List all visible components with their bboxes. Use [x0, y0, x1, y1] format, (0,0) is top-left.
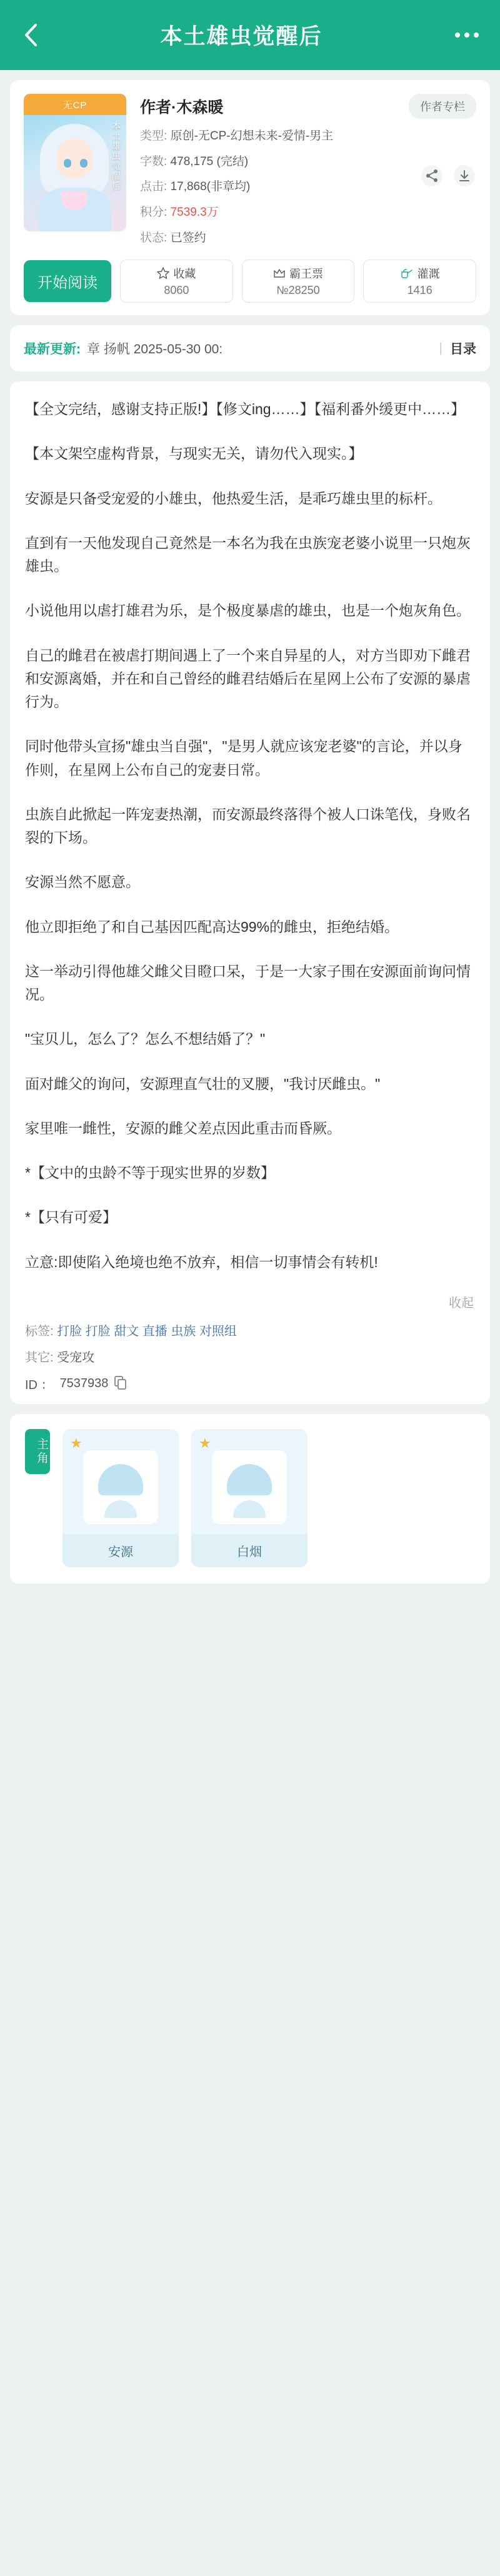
- watering-icon: [400, 268, 414, 279]
- meta-status: [140, 230, 476, 246]
- meta-clicks-value: 17,868(非章均): [170, 180, 251, 194]
- intro-paragraph: "宝贝儿，怎么了？怎么不想结婚了？": [25, 1031, 266, 1048]
- crown-icon: [273, 268, 286, 279]
- download-icon[interactable]: [454, 165, 475, 186]
- intro-paragraph: 面对雌父的询问，安源理直气壮的叉腰，"我讨厌雌虫。": [25, 1075, 381, 1092]
- stat-overlord-ticket[interactable]: [242, 260, 355, 303]
- stat-overlord-value: №28250: [276, 284, 320, 297]
- latest-update-label: 最新更新:: [24, 342, 81, 357]
- meta-points-key: 积分:: [140, 205, 168, 219]
- book-id-value: 7537938: [59, 1376, 109, 1390]
- cover-art-eye-left: [64, 159, 71, 168]
- intro-paragraph: 这一举动引得他雄父雌父目瞪口呆，于是一大家子围在安源面前询问情况。: [25, 962, 471, 1003]
- other-label: 其它:: [25, 1350, 54, 1365]
- intro-paragraph: 虫族自此掀起一阵宠妻热潮，而安源最终落得个被人口诛笔伐，身败名裂的下场。: [25, 806, 471, 846]
- intro-paragraph: 直到有一天他发现自己竟然是一本名为我在虫族宠老婆小说里一只炮灰雄虫。: [25, 534, 471, 575]
- intro-paragraph: *【只有可爱】: [25, 1209, 117, 1226]
- book-id-label: ID ：: [25, 1378, 54, 1392]
- cover-vertical-title: 本土雄虫觉醒后: [111, 121, 121, 191]
- book-info-card: [10, 80, 490, 315]
- other-value: 受宠攻: [57, 1350, 95, 1365]
- avatar: [212, 1450, 287, 1524]
- star-icon: [157, 267, 169, 280]
- main-roles-section: [10, 1414, 490, 1583]
- catalog-label: 目录: [450, 342, 476, 357]
- stat-favorites-label: 收藏: [173, 268, 196, 281]
- role-card[interactable]: [191, 1429, 308, 1567]
- author-row: [140, 94, 476, 119]
- intro-paragraph: 自己的雌君在被虐打期间遇上了一个来自异星的人，对方当即劝下雌君和安源离婚，并在和自己曾经的雌君结婚后在星网上公布了安源的暴虐行为。: [25, 647, 471, 710]
- copy-icon[interactable]: [114, 1376, 128, 1391]
- meta-status-key: 状态:: [140, 231, 168, 245]
- meta-points: [140, 205, 476, 221]
- intro-paragraph: *【文中的虫龄不等于现实世界的岁数】: [25, 1164, 275, 1181]
- stat-watering-top: [368, 265, 472, 281]
- tags-label: 标签:: [25, 1324, 54, 1338]
- stat-overlord-label: 霸王票: [289, 268, 323, 281]
- role-card[interactable]: [62, 1429, 179, 1567]
- meta-type-value: 原创-无CP-幻想未来-爱情-男主: [170, 129, 334, 143]
- intro-paragraph: 安源是只备受宠爱的小雄虫，他热爱生活，是乖巧雄虫里的标杆。: [25, 490, 442, 507]
- meta-points-value: 7539.3万: [170, 205, 219, 219]
- stat-favorites[interactable]: [120, 260, 233, 303]
- latest-update-date: 2025-05-30 00:: [133, 342, 223, 357]
- latest-update-bar[interactable]: [10, 325, 490, 371]
- avatar: [83, 1450, 158, 1524]
- cover-art-eye-right: [80, 159, 88, 168]
- cover-band-label: 无CP: [24, 94, 126, 115]
- latest-update-chapter-title: 章 扬帆: [87, 342, 130, 357]
- meta-type-key: 类型:: [140, 129, 168, 143]
- tags-value[interactable]: 打脸 打脸 甜文 直播 虫族 对照组: [57, 1324, 237, 1338]
- intro-paragraph: 小说他用以虐打雄君为乐，是个极度暴虐的雄虫，也是一个炮灰角色。: [25, 602, 471, 619]
- latest-update-chapter[interactable]: [87, 339, 432, 358]
- book-cover[interactable]: [24, 94, 126, 231]
- stat-watering-value: 1416: [407, 284, 432, 297]
- main-roles-tab-label: 主角: [25, 1429, 50, 1474]
- start-reading-button[interactable]: 开始阅读: [24, 260, 111, 302]
- collapse-button[interactable]: 收起: [449, 1296, 474, 1310]
- meta-wordcount-key: 字数:: [140, 154, 168, 168]
- author-name[interactable]: 作者·木森暖: [140, 99, 224, 116]
- star-icon: ★: [199, 1435, 211, 1451]
- stat-favorites-value: 8060: [164, 284, 189, 297]
- share-icon[interactable]: [421, 165, 442, 186]
- app-header: [0, 0, 500, 70]
- meta-wordcount-value: 478,175 (完结): [170, 154, 249, 168]
- intro-paragraph: 立意:即使陷入绝境也绝不放弃，相信一切事情会有转机!: [25, 1253, 378, 1270]
- intro-paragraph: 【本文架空虚构背景，与现实无关，请勿代入现实。】: [25, 445, 363, 462]
- intro-paragraph: 同时他带头宣扬"雄虫当自强"，"是男人就应该宠老婆"的言论，并以身作则，在星网上公布自己的宠妻日常。: [25, 738, 462, 778]
- page-title: 本土雄虫觉醒后: [160, 24, 322, 49]
- role-name: 安源: [62, 1534, 179, 1567]
- author-column-button[interactable]: 作者专栏: [409, 94, 476, 119]
- stat-overlord-top: [246, 265, 351, 281]
- stat-favorites-top: [124, 265, 229, 281]
- stat-watering[interactable]: [363, 260, 476, 303]
- intro-paragraph: 【全文完结，感谢支持正版!】【修文ing……】【福利番外缓更中……】: [25, 401, 466, 418]
- meta-status-value: 已签约: [170, 231, 206, 245]
- star-icon: ★: [70, 1435, 82, 1451]
- other-row: [25, 1348, 475, 1367]
- action-row: [24, 260, 476, 303]
- more-dots-icon[interactable]: [450, 21, 484, 49]
- book-info-top: [24, 94, 476, 246]
- book-id-row: [25, 1375, 475, 1393]
- meta-clicks-key: 点击:: [140, 180, 168, 194]
- tags-row: [25, 1322, 475, 1341]
- share-download-group: [421, 165, 475, 186]
- intro-paragraph: 家里唯一雌性，安源的雌父差点因此重击而昏厥。: [25, 1119, 341, 1136]
- intro-paragraph: 安源当然不愿意。: [25, 874, 140, 891]
- catalog-button[interactable]: [450, 339, 476, 358]
- intro-paragraph: 他立即拒绝了和自己基因匹配高达99%的雌虫，拒绝结婚。: [25, 918, 399, 935]
- role-name: 白烟: [191, 1534, 308, 1567]
- meta-type: [140, 128, 476, 144]
- book-intro-card: [10, 381, 490, 1404]
- cover-art-face: [56, 139, 92, 179]
- stat-watering-label: 灌溉: [417, 268, 440, 281]
- update-separator: |: [439, 341, 442, 356]
